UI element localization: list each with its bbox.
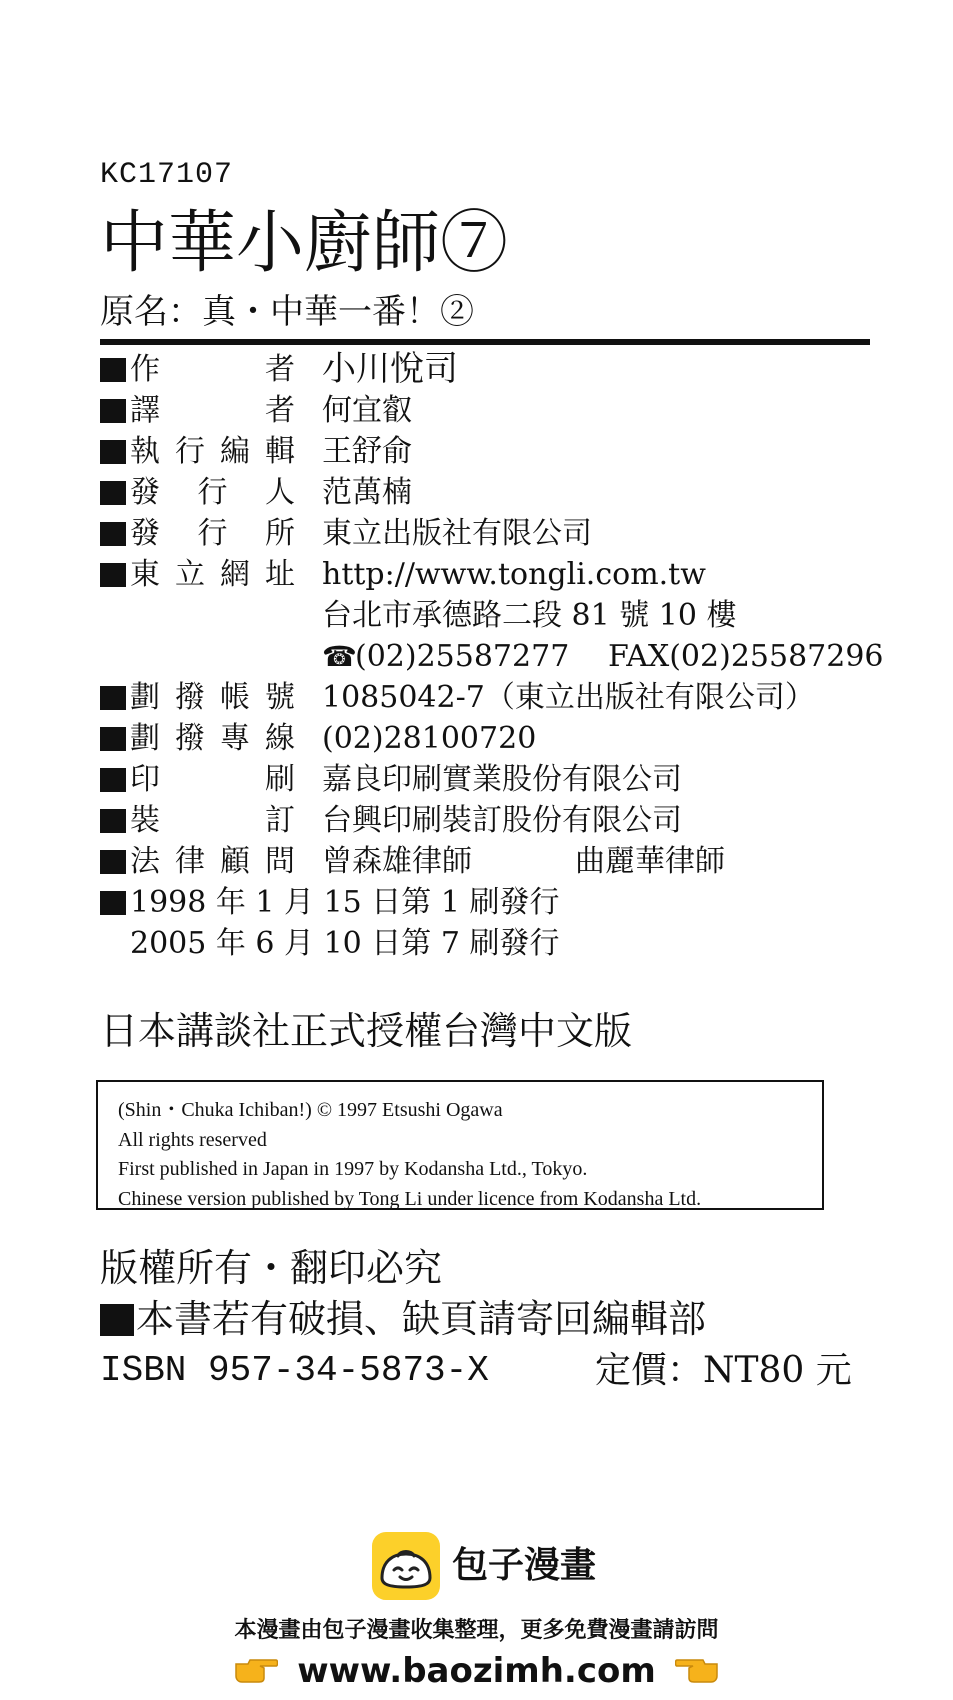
hotline-label: 劃撥專線 bbox=[130, 721, 295, 756]
fax-value: FAX(02)25587296 bbox=[608, 639, 884, 674]
info-row-binder bbox=[100, 800, 900, 841]
book-title: 中華小廚師⑦ bbox=[100, 204, 509, 283]
watermark-notice: 本漫畫由包子漫畫收集整理，更多免費漫畫請訪問 bbox=[234, 1618, 719, 1643]
watermark-url-row bbox=[0, 1650, 953, 1692]
publisher-value: 范萬楠 bbox=[322, 475, 412, 510]
watermark-url-link[interactable]: www.baozimh.com bbox=[297, 1651, 656, 1691]
binder-label: 裝 訂 bbox=[130, 803, 295, 838]
copyright-box bbox=[96, 1080, 824, 1210]
info-row-editor bbox=[100, 431, 900, 472]
bullet-square bbox=[100, 850, 126, 874]
info-row-legal bbox=[100, 841, 900, 882]
author-label: 作 者 bbox=[130, 352, 295, 387]
info-row-company bbox=[100, 513, 900, 554]
bullet-square bbox=[100, 563, 126, 587]
binder-value: 台興印刷裝訂股份有限公司 bbox=[322, 803, 682, 838]
info-row-author bbox=[100, 349, 900, 390]
info-row-first-print bbox=[100, 882, 900, 923]
bullet-square bbox=[100, 481, 126, 505]
info-row-latest-print bbox=[100, 923, 900, 964]
printer-label: 印 刷 bbox=[130, 762, 295, 797]
info-row-account bbox=[100, 677, 900, 718]
title-rule bbox=[100, 339, 870, 345]
publisher-label: 發行人 bbox=[130, 475, 295, 510]
legal-value-1: 曾森雄律師 bbox=[322, 844, 472, 879]
info-row-translator bbox=[100, 390, 900, 431]
bullet-square bbox=[100, 440, 126, 464]
damage-notice bbox=[100, 1296, 706, 1342]
price: 定價：NT80 元 bbox=[595, 1350, 852, 1391]
bullet-square bbox=[100, 686, 126, 710]
editor-value: 王舒俞 bbox=[322, 434, 412, 469]
bullet-square bbox=[100, 891, 126, 915]
authorization-line: 日本講談社正式授權台灣中文版 bbox=[100, 1009, 633, 1053]
bullet-square bbox=[100, 522, 126, 546]
info-row-printer bbox=[100, 759, 900, 800]
info-row-hotline bbox=[100, 718, 900, 759]
baozi-logo-text[interactable]: 包子漫畫 bbox=[452, 1545, 597, 1586]
account-value: 1085042-7（東立出版社有限公司） bbox=[322, 680, 815, 715]
editor-label: 執行編輯 bbox=[130, 434, 295, 469]
rights-notice: 版權所有・翻印必究 bbox=[100, 1246, 443, 1290]
phone-icon: ☎ bbox=[322, 640, 357, 673]
latest-print-date: 2005 年 6 月 10 日第 7 刷發行 bbox=[130, 926, 560, 961]
phone-value: (02)25587277 bbox=[355, 639, 570, 674]
original-title: 原名：真・中華一番！② bbox=[100, 292, 474, 332]
company-value: 東立出版社有限公司 bbox=[322, 516, 592, 551]
bullet-square bbox=[100, 809, 126, 833]
isbn: ISBN 957-34-5873-X bbox=[100, 1350, 489, 1391]
website-label: 東立網址 bbox=[130, 557, 295, 592]
pointing-hand-right-icon bbox=[234, 1654, 278, 1688]
damage-notice-text: 本書若有破損、缺頁請寄回編輯部 bbox=[136, 1297, 707, 1341]
website-link[interactable]: http://www.tongli.com.tw bbox=[322, 557, 706, 592]
info-row-website bbox=[100, 554, 900, 595]
baozi-logo-icon[interactable] bbox=[372, 1532, 440, 1600]
bun-face-icon bbox=[372, 1532, 440, 1600]
translator-label: 譯 者 bbox=[130, 393, 295, 428]
author-value: 小川悅司 bbox=[322, 349, 458, 389]
hotline-value: (02)28100720 bbox=[322, 721, 537, 756]
bullet-square bbox=[100, 768, 126, 792]
licence-line: Chinese version published by Tong Li under licence from Kodansha Ltd. bbox=[118, 1187, 702, 1210]
rights-reserved-line: All rights reserved bbox=[118, 1128, 267, 1151]
company-label: 發行所 bbox=[130, 516, 295, 551]
info-row-publisher bbox=[100, 472, 900, 513]
address-value: 台北市承德路二段 81 號 10 樓 bbox=[322, 598, 737, 633]
legal-value-2: 曲麗華律師 bbox=[575, 844, 725, 879]
first-print-date: 1998 年 1 月 15 日第 1 刷發行 bbox=[130, 885, 560, 920]
bullet-square bbox=[100, 727, 126, 751]
pointing-hand-left-icon bbox=[675, 1654, 719, 1688]
bullet-square bbox=[100, 1304, 134, 1336]
book-code: KC17107 bbox=[100, 158, 234, 192]
bullet-square bbox=[100, 358, 126, 382]
publication-info bbox=[100, 349, 900, 964]
info-row-address bbox=[100, 595, 900, 636]
account-label: 劃撥帳號 bbox=[130, 680, 295, 715]
copyright-line: (Shin・Chuka Ichiban!) © 1997 Etsushi Ogawa bbox=[118, 1099, 503, 1121]
info-row-phone bbox=[100, 636, 900, 677]
legal-label: 法律顧問 bbox=[130, 844, 295, 879]
printer-value: 嘉良印刷實業股份有限公司 bbox=[322, 762, 682, 797]
translator-value: 何宜叡 bbox=[322, 393, 412, 428]
bullet-square bbox=[100, 399, 126, 423]
first-published-line: First published in Japan in 1997 by Kodansha Ltd., Tokyo. bbox=[118, 1158, 588, 1180]
